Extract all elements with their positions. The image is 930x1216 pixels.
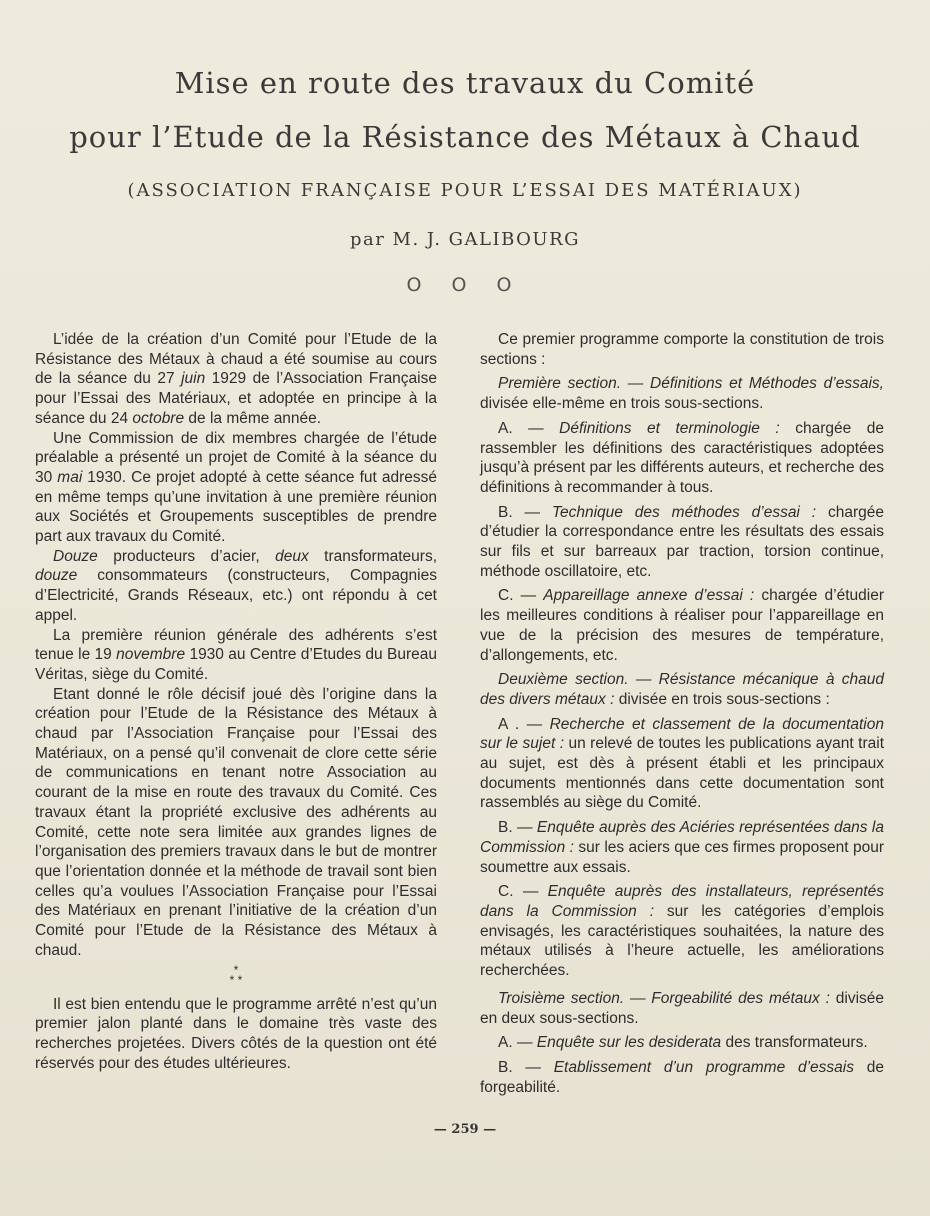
paragraph-3: Douze producteurs d’acier, deux transformateurs, douze consommateurs (constructeurs, Compagnies d’Electricité, Grands Réseaux, etc.) ont répondu à cet appel. — [35, 547, 437, 624]
paragraph-1: L’idée de la création d’un Comité pour l’Etude de la Résistance des Métaux à chaud a été soumise au cours de la séance du 27 juin 1929 de l’Association Française pour l’Essai des Matériaux, et adoptée en principe à la séance du 24 octobre de la même année. — [35, 331, 437, 427]
paragraph-4: La première réunion générale des adhérents s’est tenue le 19 novembre 1930 au Centre d’Etudes du Bureau Véritas, siège du Comité. — [35, 626, 437, 683]
paragraph-6: Il est bien entendu que le programme arrêté n’est qu’un premier jalon planté dans le domaine très vaste des recherches projetées. Divers côtés de la question ont été réservés pour des études ultérieures. — [35, 995, 437, 1072]
program-intro: Ce premier programme comporte la constitution de trois sections : — [480, 331, 884, 368]
section-2-item-a: A . — Recherche et classement de la documentation sur le sujet : un relevé de toutes les publications ayant trait au sujet, est dès à présent établi et les principaux documents mentionnés dans cette documentation sont rassemblés au siège du Comité. — [480, 715, 884, 812]
section-1-heading: Première section. — Définitions et Méthodes d’essais, divisée elle-même en trois sous-sections. — [480, 375, 884, 413]
ornament: O O O — [406, 274, 524, 296]
section-1-item-c: C. — Appareillage annexe d’essai : chargée d’étudier les meilleures conditions à réaliser pour l’appareillage en vue de la précision des mesures de température, d’allongements, etc. — [480, 587, 884, 664]
subtitle: (ASSOCIATION FRANÇAISE POUR L’ESSAI DES MATÉRIAUX) — [127, 180, 803, 201]
paragraph-5: Etant donné le rôle décisif joué dès l’origine dans la création pour l’Etude de la Résistance des Métaux à chaud par l’Association Française pour l’Essai des Matériaux, on a pensé qu’il convenait de clore cette série de communications en tenant notre Association au courant de la mise en route des travaux du Comité. Ces travaux étant la propriété exclusive des adhérents au Comité, cette note sera limitée aux grandes lignes de l’organisation des premiers travaux dans le but de montrer que l’orientation donnée et la méthode de travail sont bien celles qu’a voulues l’Association Française pour l’Essai des Matériaux en prenant l’initiative de la création d’un Comité pour l’Etude de la Résistance des Métaux à chaud. — [35, 685, 437, 959]
section-2-heading: Deuxième section. — Résistance mécanique à chaud des divers métaux : divisée en trois sous-sections : — [480, 671, 884, 708]
asterism: * * * — [229, 962, 243, 987]
section-3-item-b: B. — Etablissement d’un programme d’essais de forgeabilité. — [480, 1058, 884, 1096]
title-line-2: pour l’Etude de la Résistance des Métaux à Chaud — [69, 120, 861, 154]
right-column — [480, 330, 884, 1102]
paragraph-2: Une Commission de dix membres chargée de l’étude préalable a présenté un projet de Comité à la séance du 30 mai 1930. Ce projet adopté à cette séance fut adressé en même temps qu’une invitation à une première réunion aux Sociétés et Groupements susceptibles de prendre part aux travaux du Comité. — [35, 429, 437, 546]
section-3-item-a: A. — Enquête sur les desiderata des transformateurs. — [498, 1034, 868, 1052]
section-3-heading: Troisième section. — Forgeabilité des métaux : divisée en deux sous-sections. — [480, 989, 885, 1027]
section-2-item-b: B. — Enquête auprès des Aciéries représentées dans la Commission : sur les aciers que ces firmes proposent pour soumettre aux essais. — [480, 819, 885, 876]
section-2-item-c: C. — Enquête auprès des installateurs, représentés dans la Commission : sur les catégories d’emplois envisagés, les caractéristiques souhaitées, la nature des métaux utilisés à l’heure actuelle, les améliorations recherchées. — [480, 883, 884, 980]
left-column — [35, 330, 437, 1073]
page-number: — 259 — — [433, 1122, 497, 1137]
title-line-1: Mise en route des travaux du Comité — [174, 66, 756, 100]
author-line: par M. J. GALIBOURG — [349, 229, 581, 250]
section-1-item-b: B. — Technique des méthodes d’essai : chargée d’étudier la correspondance entre les résultats des essais sur fils et sur barreaux par traction, torsion continue, méthode oscillatoire, etc. — [480, 503, 884, 580]
section-1-item-a: A. — Définitions et terminologie : chargée de rassembler les définitions des caractéristiques adoptées jusqu’à présent par les différents auteurs, et recherche des définitions à recommander à tous. — [480, 419, 884, 496]
